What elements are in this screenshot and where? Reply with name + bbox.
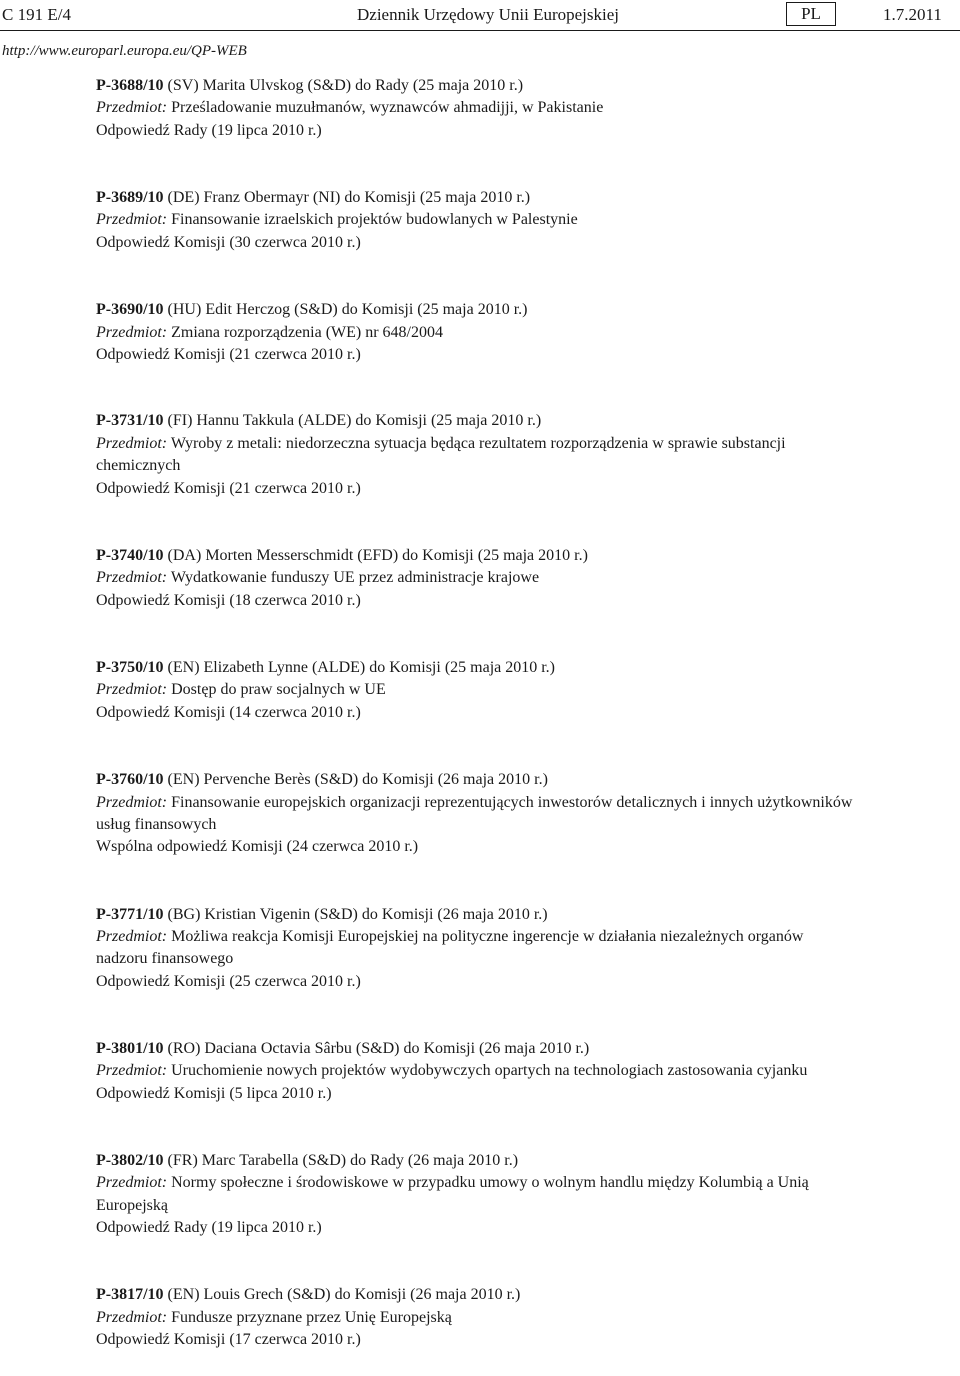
question-entry <box>96 75 856 142</box>
question-author: (FI) Hannu Takkula (ALDE) do Komisji (25 maja 2010 r.) <box>167 412 542 430</box>
question-heading <box>96 1284 856 1306</box>
question-entry <box>96 410 856 500</box>
question-subject <box>96 567 856 589</box>
subject-text: Dostęp do praw socjalnych w UE <box>171 681 386 699</box>
question-reference: P-3817/10 <box>96 1286 164 1304</box>
question-list <box>96 75 856 1352</box>
subject-label: Przedmiot: <box>96 1174 168 1192</box>
answer-line: Odpowiedź Komisji (5 lipca 2010 r.) <box>96 1084 332 1102</box>
issue-number: C 191 E/4 <box>2 5 71 24</box>
subject-text: Wyroby z metali: niedorzeczna sytuacja będąca rezultatem rozporządzenia w sprawie substancji chemicznych <box>96 434 786 475</box>
question-heading <box>96 545 856 567</box>
question-entry <box>96 769 856 859</box>
answer-line: Odpowiedź Komisji (21 czerwca 2010 r.) <box>96 346 361 364</box>
subject-label: Przedmiot: <box>96 1308 168 1326</box>
question-author: (SV) Marita Ulvskog (S&D) do Rady (25 maja 2010 r.) <box>167 77 524 94</box>
answer-line: Odpowiedź Komisji (18 czerwca 2010 r.) <box>96 591 361 609</box>
question-reference: P-3801/10 <box>96 1039 164 1057</box>
source-url[interactable]: http://www.europarl.europa.eu/QP-WEB <box>2 43 247 59</box>
question-reference: P-3750/10 <box>96 659 164 677</box>
question-heading <box>96 75 856 97</box>
question-reference: P-3740/10 <box>96 547 164 565</box>
question-reference: P-3731/10 <box>96 412 164 430</box>
answer-line: Odpowiedź Komisji (30 czerwca 2010 r.) <box>96 233 361 251</box>
subject-text: Wydatkowanie funduszy UE przez administracje krajowe <box>170 569 540 587</box>
question-entry <box>96 657 856 724</box>
subject-text: Możliwa reakcja Komisji Europejskiej na polityczne ingerencje w działania niezależnych organów nadzoru finansowego <box>96 927 804 968</box>
question-subject <box>96 792 856 837</box>
question-author: (HU) Edit Herczog (S&D) do Komisji (25 maja 2010 r.) <box>167 301 528 319</box>
question-author: (DA) Morten Messerschmidt (EFD) do Komisji (25 maja 2010 r.) <box>167 547 588 565</box>
answer-line: Odpowiedź Komisji (14 czerwca 2010 r.) <box>96 703 361 721</box>
publication-date: 1.7.2011 <box>883 5 942 24</box>
question-author: (EN) Louis Grech (S&D) do Komisji (26 maja 2010 r.) <box>167 1286 521 1304</box>
question-entry <box>96 1150 856 1240</box>
question-subject <box>96 209 856 231</box>
question-reference: P-3688/10 <box>96 77 164 94</box>
journal-title: Dziennik Urzędowy Unii Europejskiej <box>357 5 620 24</box>
question-subject <box>96 1307 856 1329</box>
question-subject <box>96 1172 856 1217</box>
question-heading <box>96 299 856 321</box>
subject-label: Przedmiot: <box>96 1062 168 1080</box>
question-reference: P-3689/10 <box>96 188 164 206</box>
question-reference: P-3690/10 <box>96 301 164 319</box>
question-author: (FR) Marc Tarabella (S&D) do Rady (26 maja 2010 r.) <box>167 1151 519 1169</box>
subject-label: Przedmiot: <box>96 927 168 945</box>
subject-label: Przedmiot: <box>96 323 168 341</box>
subject-label: Przedmiot: <box>96 211 168 229</box>
subject-text: Uruchomienie nowych projektów wydobywczych opartych na technologiach zastosowania cyjanku <box>171 1062 808 1080</box>
subject-label: Przedmiot: <box>96 681 168 699</box>
language-badge: PL <box>786 2 836 26</box>
question-author: (RO) Daciana Octavia Sârbu (S&D) do Komisji (26 maja 2010 r.) <box>167 1039 590 1057</box>
subject-text: Normy społeczne i środowiskowe w przypadku umowy o wolnym handlu między Kolumbią a Unią Europejską <box>96 1174 809 1214</box>
question-entry <box>96 299 856 366</box>
answer-line: Odpowiedź Komisji (17 czerwca 2010 r.) <box>96 1331 361 1349</box>
page-header <box>0 0 960 30</box>
question-subject <box>96 679 856 701</box>
question-heading <box>96 1038 856 1060</box>
subject-text: Finansowanie europejskich organizacji reprezentujących inwestorów detalicznych i innych użytkowników usług finansowych <box>96 793 853 833</box>
question-author: (DE) Franz Obermayr (NI) do Komisji (25 maja 2010 r.) <box>167 188 531 206</box>
question-subject <box>96 322 856 344</box>
subject-text: Fundusze przyznane przez Unię Europejską <box>171 1308 452 1326</box>
question-author: (EN) Elizabeth Lynne (ALDE) do Komisji (25 maja 2010 r.) <box>167 659 556 677</box>
question-heading <box>96 1150 856 1172</box>
question-entry <box>96 1038 856 1105</box>
question-entry <box>96 187 856 254</box>
subject-text: Finansowanie izraelskich projektów budowlanych w Palestynie <box>171 211 578 229</box>
question-subject <box>96 433 856 478</box>
answer-line: Odpowiedź Komisji (21 czerwca 2010 r.) <box>96 479 361 497</box>
subject-label: Przedmiot: <box>96 569 168 587</box>
question-reference: P-3771/10 <box>96 905 164 923</box>
question-subject <box>96 97 856 119</box>
question-author: (EN) Pervenche Berès (S&D) do Komisji (26 maja 2010 r.) <box>167 771 548 789</box>
question-entry <box>96 1284 856 1351</box>
subject-text: Prześladowanie muzułmanów, wyznawców ahmadijji, w Pakistanie <box>171 99 604 117</box>
header-divider <box>0 30 960 31</box>
answer-line: Odpowiedź Komisji (25 czerwca 2010 r.) <box>96 972 361 990</box>
answer-line: Odpowiedź Rady (19 lipca 2010 r.) <box>96 1219 322 1237</box>
question-entry <box>96 904 856 994</box>
question-heading <box>96 187 856 209</box>
question-author: (BG) Kristian Vigenin (S&D) do Komisji (26 maja 2010 r.) <box>167 905 548 923</box>
subject-label: Przedmiot: <box>96 793 168 811</box>
question-reference: P-3760/10 <box>96 771 164 789</box>
subject-label: Przedmiot: <box>96 99 168 117</box>
question-heading <box>96 769 856 791</box>
question-heading <box>96 410 856 432</box>
subject-text: Zmiana rozporządzenia (WE) nr 648/2004 <box>171 323 443 341</box>
question-subject <box>96 926 856 971</box>
question-reference: P-3802/10 <box>96 1151 164 1169</box>
answer-line: Wspólna odpowiedź Komisji (24 czerwca 2010 r.) <box>96 838 419 856</box>
question-entry <box>96 545 856 612</box>
question-heading <box>96 904 856 926</box>
question-subject <box>96 1060 856 1082</box>
answer-line: Odpowiedź Rady (19 lipca 2010 r.) <box>96 121 322 139</box>
subject-label: Przedmiot: <box>96 434 168 452</box>
question-heading <box>96 657 856 679</box>
